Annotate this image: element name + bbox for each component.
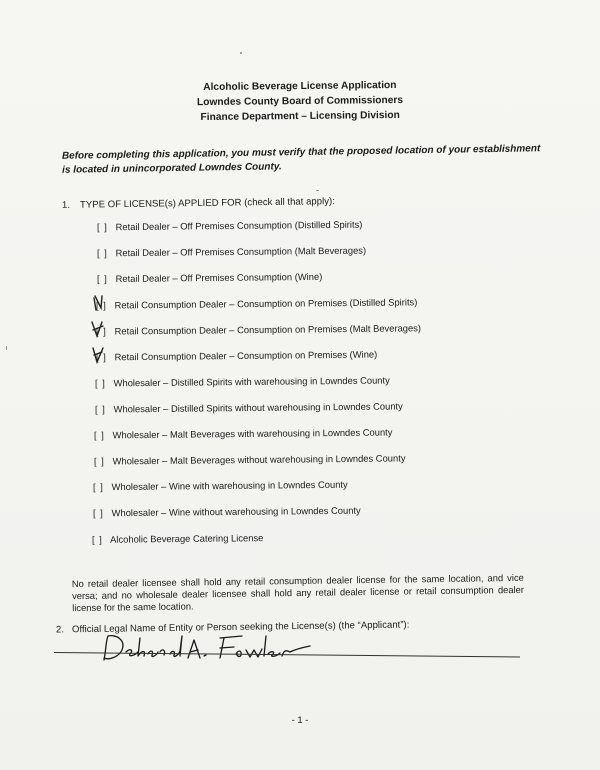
license-option-label: Retail Dealer – Off Premises Consumption (Distilled Spirits) [115,218,363,233]
license-option-label: Wholesaler – Distilled Spirits without warehousing in Lowndes County [113,400,403,415]
license-option-label: Wholesaler – Malt Beverages without warehousing in Lowndes County [112,452,406,467]
checkbox[interactable]: [ ] [94,377,106,389]
license-option-label: Alcoholic Beverage Catering License [110,532,264,545]
license-option[interactable] [97,219,363,233]
checkbox[interactable]: [ ] [92,507,104,519]
license-option[interactable] [97,245,366,259]
question-1-text: TYPE OF LICENSE(s) APPLIED FOR (check all that apply): [79,196,335,211]
license-option[interactable] [96,322,421,336]
document-header [0,76,600,127]
checkbox[interactable]: [ ] [95,325,107,337]
question-1 [62,196,335,211]
checkbox[interactable]: [ ] [93,455,105,467]
license-option[interactable] [92,532,263,545]
checkbox[interactable]: [ ] [95,351,107,363]
license-option[interactable] [96,296,417,310]
checkbox[interactable]: [ ] [93,429,105,441]
question-2-number: 2. [55,624,65,636]
page-number: - 1 - [291,714,309,725]
intro-instructions: Before completing this application, you must verify that the proposed location of your establishment is located in unincorporated Lowndes County. [61,143,541,176]
license-option-label: Retail Consumption Dealer – Consumption on Premises (Distilled Spirits) [114,296,418,311]
license-option-label: Wholesaler – Wine without warehousing in Lowndes County [111,504,361,519]
scan-speck [316,190,319,191]
header-division: Finance Department – Licensing Division [200,109,400,124]
checkbox[interactable]: [ ] [96,273,108,285]
license-option-label: Wholesaler – Distilled Spirits with warehousing in Lowndes County [113,374,390,389]
checkbox[interactable]: [ ] [94,403,106,415]
license-option-label: Retail Dealer – Off Premises Consumption (Wine) [115,270,323,284]
license-option[interactable] [93,505,361,519]
license-option-label: Retail Consumption Dealer – Consumption on Premises (Wine) [114,348,378,363]
licensing-notice: No retail dealer licensee shall hold any retail consumption dealer license for the same location, and vice versa; and no wholesale dealer licensee shall hold any retail dealer license or retail consumption dealer license for the same location. [71,571,525,614]
license-option[interactable] [97,271,322,284]
checkbox[interactable]: [ ] [96,247,108,259]
handwritten-check-marks [88,292,110,380]
license-option[interactable] [93,479,348,493]
license-option[interactable] [95,400,403,414]
checkbox[interactable]: [ ] [92,481,104,493]
checkbox[interactable]: [ ] [95,299,107,311]
license-option[interactable] [94,426,393,440]
license-option-label: Retail Dealer – Off Premises Consumption (Malt Beverages) [115,244,367,259]
license-option[interactable] [96,349,377,363]
header-board: Lowndes County Board of Commissioners [196,94,404,109]
question-1-number: 1. [61,199,71,211]
license-option-label: Wholesaler – Wine with warehousing in Lowndes County [111,478,348,493]
license-option-label: Retail Consumption Dealer – Consumption on Premises (Malt Beverages) [114,322,422,337]
question-2-text: Official Legal Name of Entity or Person seeking the License(s) (the “Applicant”): [71,619,410,636]
scan-speck [6,346,7,350]
checkbox[interactable]: [ ] [96,221,108,233]
license-option[interactable] [95,374,390,388]
scan-speck [240,52,242,54]
applicant-signature [96,630,326,666]
license-option[interactable] [94,452,406,466]
checkbox[interactable]: [ ] [91,533,103,545]
license-option-label: Wholesaler – Malt Beverages with warehousing in Lowndes County [112,426,393,441]
header-title: Alcoholic Beverage License Application [203,79,397,94]
